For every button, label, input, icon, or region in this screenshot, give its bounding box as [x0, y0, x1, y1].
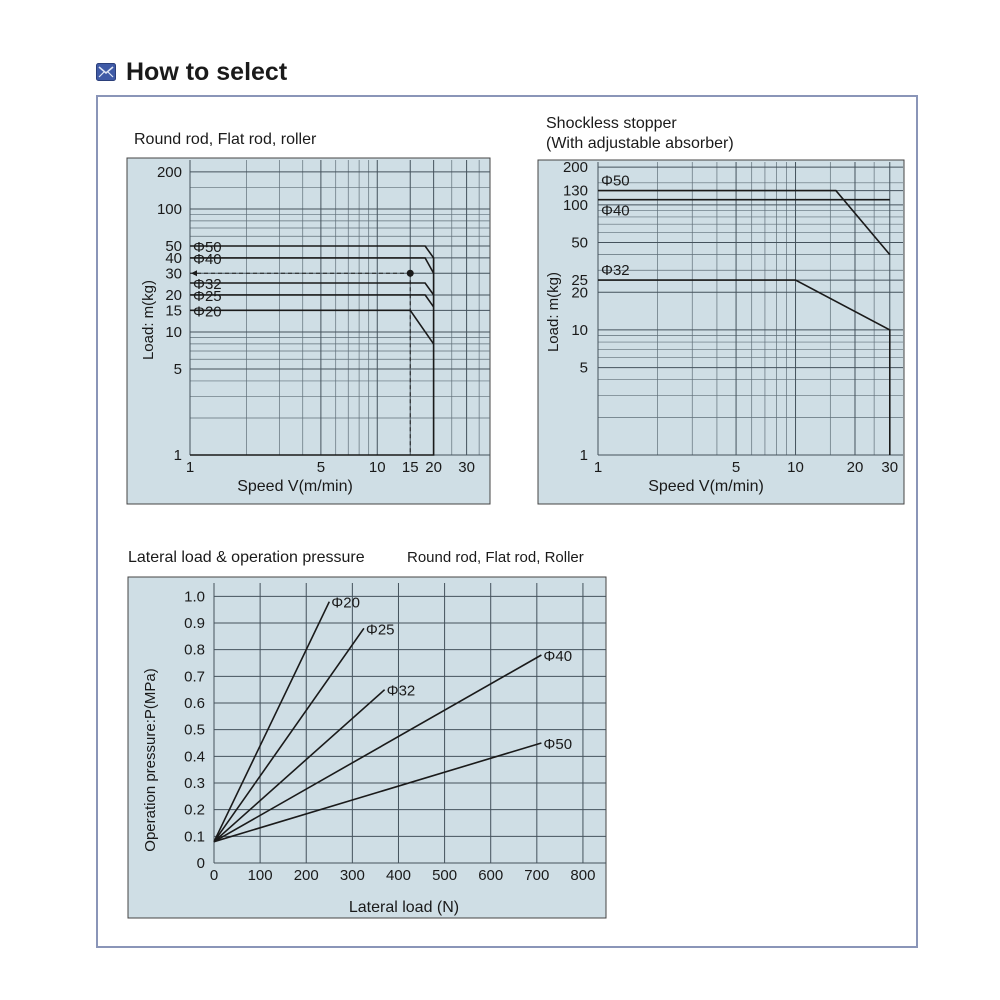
chart1-y-tick-label: 15 — [165, 302, 182, 320]
chart3-y-tick-label: 0.4 — [184, 748, 205, 766]
chart2-y-tick-label: 1 — [579, 447, 588, 464]
chart1-y-tick-label: 100 — [156, 200, 182, 218]
chart1-x-tick-label: 20 — [425, 459, 442, 476]
chart1-y-tick-label: 200 — [156, 163, 182, 181]
chart3-x-tick-label: 200 — [293, 867, 319, 884]
chart1-title: Round rod, Flat rod, roller — [134, 131, 317, 148]
chart2-y-tick-label: 50 — [571, 234, 588, 252]
chart2-y-axis-label: Load: m(kg) — [545, 271, 562, 353]
chart3-series-label: Φ32 — [386, 682, 416, 700]
chart1-y-tick-label: 30 — [165, 265, 182, 283]
chart3-y-tick-label: 0.9 — [184, 615, 205, 632]
chart3-series-label: Φ25 — [365, 621, 395, 639]
chart3-x-tick-label: 500 — [432, 867, 458, 884]
chart1-x-tick-label: 15 — [401, 459, 419, 476]
chart3-x-tick-label: 0 — [209, 867, 219, 884]
chart3-x-tick-label: 800 — [570, 867, 596, 884]
chart3-title: Lateral load & operation pressure — [128, 549, 365, 566]
chart1-x-tick-label: 1 — [185, 459, 195, 476]
chart2-subtitle: (With adjustable absorber) — [546, 135, 734, 152]
chart3-y-tick-label: 1.0 — [184, 588, 205, 606]
chart1-series-label: Φ50 — [193, 238, 222, 256]
chart3-y-tick-label: 0.8 — [184, 641, 205, 659]
chart1-series-label: Φ40 — [193, 250, 222, 268]
chart2-y-tick-label: 10 — [571, 321, 588, 339]
chart3-y-tick-label: 0.7 — [184, 668, 205, 686]
chart2-title: Shockless stopper — [546, 115, 677, 132]
chart3-x-tick-label: 400 — [385, 867, 411, 884]
chart3-y-axis-label: Operation pressure:P(MPa) — [142, 668, 159, 852]
chart2-y-tick-label: 100 — [562, 196, 588, 214]
chart3-x-axis-label: Lateral load (N) — [348, 899, 460, 916]
chart2-y-tick-label: 130 — [562, 182, 588, 200]
chart2-x-tick-label: 20 — [846, 459, 864, 476]
chart1-y-axis-label: Load: m(kg) — [140, 279, 157, 361]
chart3-series-label: Φ40 — [543, 648, 573, 665]
chart1-series-label: Φ20 — [193, 303, 222, 321]
chart3-y-tick-label: 0.3 — [184, 775, 205, 792]
chart2-series-label: Φ50 — [601, 172, 630, 190]
chart1-y-tick-label: 20 — [165, 286, 182, 304]
chart1-y-tick-label: 40 — [165, 249, 182, 267]
chart1-y-tick-label: 1 — [173, 447, 182, 464]
page-title: How to select — [126, 57, 288, 86]
chart3-subtitle: Round rod, Flat rod, Roller — [407, 549, 584, 566]
chart2-x-tick-label: 30 — [881, 459, 899, 476]
chart2-x-axis-label: Speed V(m/min) — [648, 478, 764, 495]
chart3-series-label: Φ50 — [543, 736, 573, 753]
chart1-y-tick-label: 5 — [173, 361, 182, 379]
chart3-x-tick-label: 600 — [478, 867, 504, 884]
chart2-x-tick-label: 10 — [787, 459, 804, 476]
chart3-y-tick-label: 0.6 — [184, 695, 205, 712]
chart2-y-tick-label: 200 — [562, 159, 588, 177]
chart1-example-point — [407, 270, 414, 277]
chart2-x-tick-label: 5 — [731, 459, 741, 476]
chart3-x-tick-label: 700 — [524, 867, 550, 884]
chart1-y-tick-label: 10 — [165, 323, 182, 341]
chart1-x-tick-label: 10 — [368, 459, 386, 476]
chart3-x-tick-label: 300 — [339, 867, 365, 884]
chart1-series-label: Φ32 — [193, 276, 222, 294]
chart1-x-axis-label: Speed V(m/min) — [237, 478, 353, 495]
chart1-x-tick-label: 5 — [316, 459, 326, 476]
chart3-series-label: Φ20 — [331, 594, 360, 612]
chart3-x-tick-label: 100 — [247, 867, 273, 884]
chart1-series-label: Φ25 — [193, 287, 222, 305]
chart1-x-tick-label: 30 — [458, 459, 475, 476]
chart3-y-tick-label: 0.1 — [184, 828, 205, 846]
chart1-y-tick-label: 50 — [165, 237, 182, 255]
chart3-y-tick-label: 0.5 — [184, 721, 205, 739]
chart2-x-tick-label: 1 — [593, 459, 603, 476]
chart2-y-tick-label: 20 — [571, 284, 588, 302]
chart2-y-tick-label: 5 — [579, 359, 588, 377]
chart2-frame — [538, 160, 904, 504]
chart2-series-label: Φ32 — [601, 262, 630, 280]
chart3-y-tick-label: 0 — [196, 855, 205, 872]
chart2-y-tick-label: 25 — [571, 272, 588, 290]
chart3-y-tick-label: 0.2 — [184, 801, 205, 819]
chart2-series-label: Φ40 — [601, 202, 630, 220]
